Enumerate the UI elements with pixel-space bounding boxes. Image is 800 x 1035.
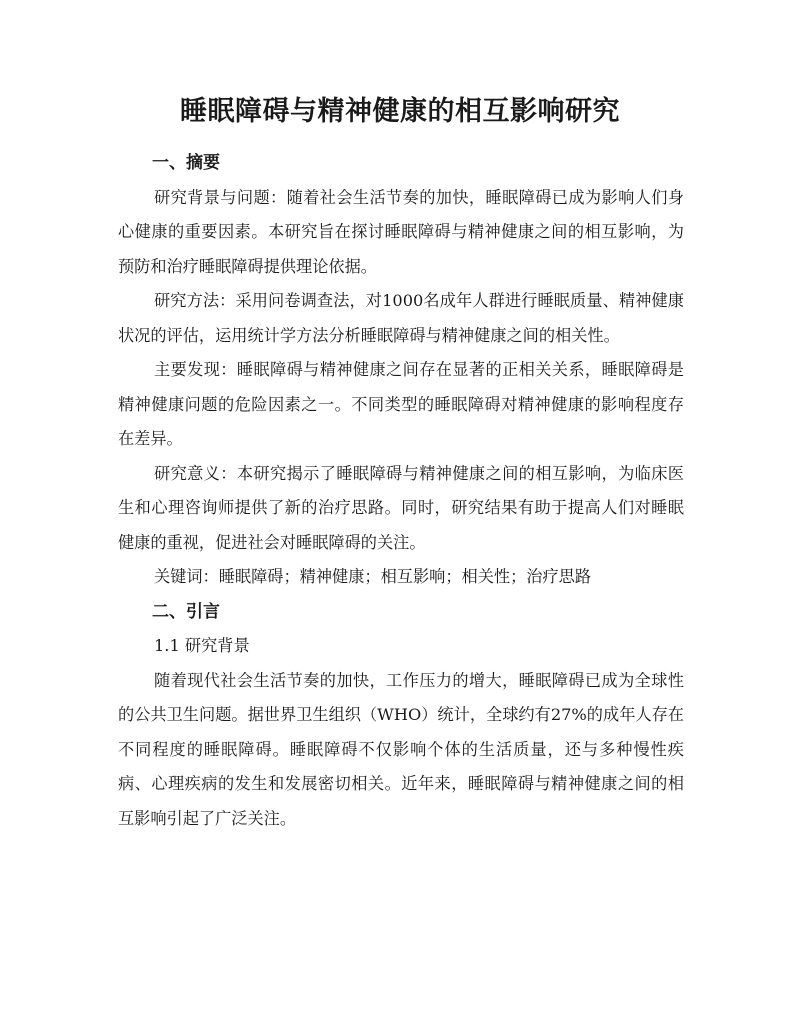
section-1-1-heading: 1.1 研究背景 (154, 636, 250, 655)
abstract-background-paragraph: 研究背景与问题：随着社会生活节奏的加快，睡眠障碍已成为影响人们身心健康的重要因素。本研究旨在探讨睡眠障碍与精神健康之间的相互影响，为预防和治疗睡眠障碍提供理论依据。 (118, 187, 684, 276)
keywords-line: 关键词：睡眠障碍；精神健康；相互影响；相关性；治疗思路 (154, 567, 592, 586)
document-body (118, 146, 684, 836)
page-title: 睡眠障碍与精神健康的相互影响研究 (180, 96, 620, 127)
abstract-heading: 一、摘要 (152, 153, 220, 173)
abstract-methods-paragraph: 研究方法：采用问卷调查法，对1000名成年人群进行睡眠质量、精神健康状况的评估，运用统计学方法分析睡眠障碍与精神健康之间的相关性。 (118, 291, 684, 345)
intro-background-paragraph: 随着现代社会生活节奏的加快，工作压力的增大，睡眠障碍已成为全球性的公共卫生问题。据世界卫生组织（WHO）统计，全球约有27%的成年人存在不同程度的睡眠障碍。睡眠障碍不仅影响个体的生活质量，还与多种慢性疾病、心理疾病的发生和发展密切相关。近年来，睡眠障碍与精神健康之间的相互影响引起了广泛关注。 (118, 670, 684, 828)
intro-heading: 二、引言 (152, 601, 220, 622)
abstract-significance-paragraph: 研究意义：本研究揭示了睡眠障碍与精神健康之间的相互影响，为临床医生和心理咨询师提供了新的治疗思路。同时，研究结果有助于提高人们对睡眠健康的重视，促进社会对睡眠障碍的关注。 (118, 463, 684, 552)
abstract-findings-paragraph: 主要发现：睡眠障碍与精神健康之间存在显著的正相关关系，睡眠障碍是精神健康问题的危险因素之一。不同类型的睡眠障碍对精神健康的影响程度存在差异。 (118, 360, 684, 448)
